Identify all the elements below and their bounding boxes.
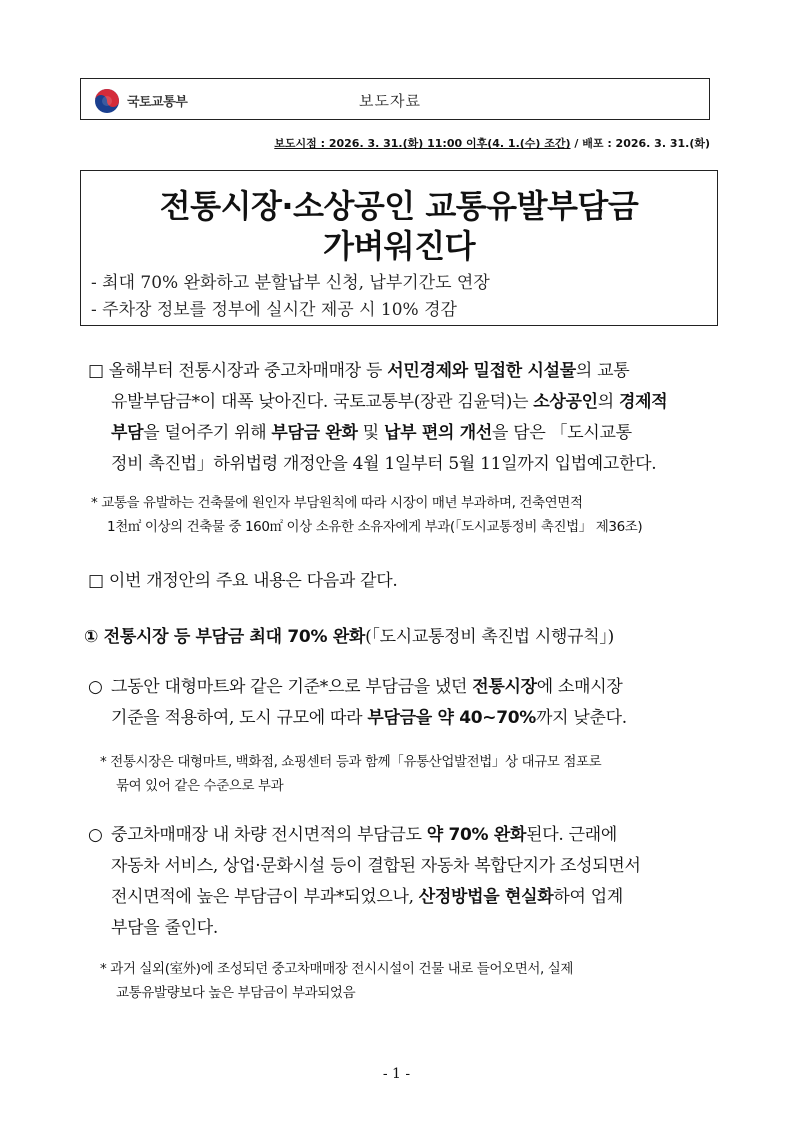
header-box	[80, 78, 710, 120]
item-emphasis: 약 70% 완화	[426, 825, 527, 845]
item-text: 전시면적에 높은 부담금이 부과*되었으나,	[111, 887, 419, 907]
intro-text: 을 담은 「도시교통	[491, 423, 632, 443]
section-title: ① 전통시장 등 부담금 최대 70% 완화	[84, 627, 366, 647]
item-text: 까지 낮춘다.	[535, 708, 627, 728]
footnote-line: 교통유발량보다 높은 부담금이 부과되었음	[116, 985, 356, 1001]
subheadline-2: - 주차장 정보를 정부에 실시간 제공 시 10% 경감	[91, 300, 457, 320]
intro-text: 을 덜어주기 위해	[143, 423, 272, 443]
title-box	[80, 170, 718, 326]
item1-line-1	[88, 672, 627, 703]
intro-text: 의 교통	[575, 361, 630, 381]
item-text: 에 소매시장	[536, 677, 623, 697]
section-reference: (「도시교통정비 촉진법 시행규칙」)	[365, 627, 614, 647]
footnote-line: * 전통시장은 대형마트, 백화점, 쇼핑센터 등과 함께「유통산업발전법」상 대규모 점포로	[100, 754, 602, 770]
circle-bullet: ○	[88, 825, 103, 845]
item2-line-3	[88, 882, 641, 913]
release-info	[274, 135, 710, 151]
item-text: 중고차매매장 내 차량 전시면적의 부담금도	[111, 825, 427, 845]
item2-footnote	[100, 957, 573, 1005]
intro-footnote	[91, 491, 642, 539]
intro-emphasis: 부담금 완화	[271, 423, 358, 443]
headline-line-1: 전통시장·소상공인 교통유발부담금	[159, 187, 639, 225]
intro-line-2	[88, 387, 667, 418]
intro-text: 의	[597, 392, 620, 412]
intro-line-4: 정비 촉진법」하위법령 개정안을 4월 1일부터 5월 11일까지 입법예고한다.	[111, 454, 657, 474]
item1-footnote	[100, 750, 601, 798]
footnote-line: * 교통을 유발하는 건축물에 원인자 부담원칙에 따라 시장이 매년 부과하며, 건축연면적	[91, 495, 583, 511]
box-bullet: □	[88, 361, 104, 381]
intro-text: 및	[357, 423, 384, 443]
item-paragraph-1	[88, 672, 627, 734]
item2-line-1	[88, 820, 641, 851]
ministry-name: 국토교통부	[127, 95, 188, 110]
item-text: 기준을 적용하여, 도시 규모에 따라	[111, 708, 368, 728]
item-emphasis: 부담금을 약 40~70%	[367, 708, 536, 728]
section-heading-1	[84, 622, 614, 653]
intro-emphasis: 부담	[111, 423, 144, 443]
item2-line-4: 부담을 줄인다.	[111, 918, 218, 938]
intro-emphasis: 납부 편의 개선	[384, 423, 492, 443]
item-text: 그동안 대형마트와 같은 기준*으로 부담금을 냈던	[111, 677, 473, 697]
box-bullet: □	[88, 571, 104, 591]
intro-text: 유발부담금*이 대폭 낮아진다. 국토교통부(장관 김윤덕)는	[111, 392, 534, 412]
circle-bullet: ○	[88, 677, 103, 697]
page-number: - 1 -	[382, 1066, 411, 1082]
item-emphasis: 전통시장	[472, 677, 537, 697]
distribution-time: 배포 : 2026. 3. 31.(화)	[582, 137, 710, 150]
item-text: 하여 업계	[553, 887, 623, 907]
taegeuk-logo-icon	[93, 87, 121, 115]
footnote-line: 묶여 있어 같은 수준으로 부과	[116, 778, 284, 794]
intro-paragraph	[88, 356, 667, 480]
release-separator: /	[570, 137, 583, 150]
summary-text: 이번 개정안의 주요 내용은 다음과 같다.	[108, 571, 398, 591]
item-emphasis: 산정방법을 현실화	[418, 887, 554, 907]
item-text: 된다. 근래에	[526, 825, 617, 845]
item1-line-2	[88, 703, 627, 734]
intro-emphasis: 소상공인	[533, 392, 598, 412]
embargo-time: 보도시점 : 2026. 3. 31.(화) 11:00 이후(4. 1.(수) 조간)	[274, 137, 571, 150]
summary-paragraph	[88, 566, 397, 597]
item-paragraph-2	[88, 820, 641, 944]
intro-line-1	[88, 356, 667, 387]
intro-line-3	[88, 418, 667, 449]
intro-emphasis: 경제적	[619, 392, 668, 412]
item2-line-2: 자동차 서비스, 상업·문화시설 등이 결합된 자동차 복합단지가 조성되면서	[111, 856, 641, 876]
footnote-line: * 과거 실외(室外)에 조성되던 중고차매매장 전시시설이 건물 내로 들어오면서, 실제	[100, 961, 574, 977]
document-type: 보도자료	[359, 92, 421, 110]
headline-line-2: 가벼워진다	[322, 227, 476, 265]
subheadline-1: - 최대 70% 완화하고 분할납부 신청, 납부기간도 연장	[91, 273, 490, 293]
intro-emphasis: 서민경제와 밀접한 시설물	[387, 361, 576, 381]
intro-text: 올해부터 전통시장과 중고차매매장 등	[108, 361, 388, 381]
footnote-line: 1천㎡ 이상의 건축물 중 160㎡ 이상 소유한 소유자에게 부과(「도시교통정비 촉진법」 제36조)	[107, 519, 643, 535]
